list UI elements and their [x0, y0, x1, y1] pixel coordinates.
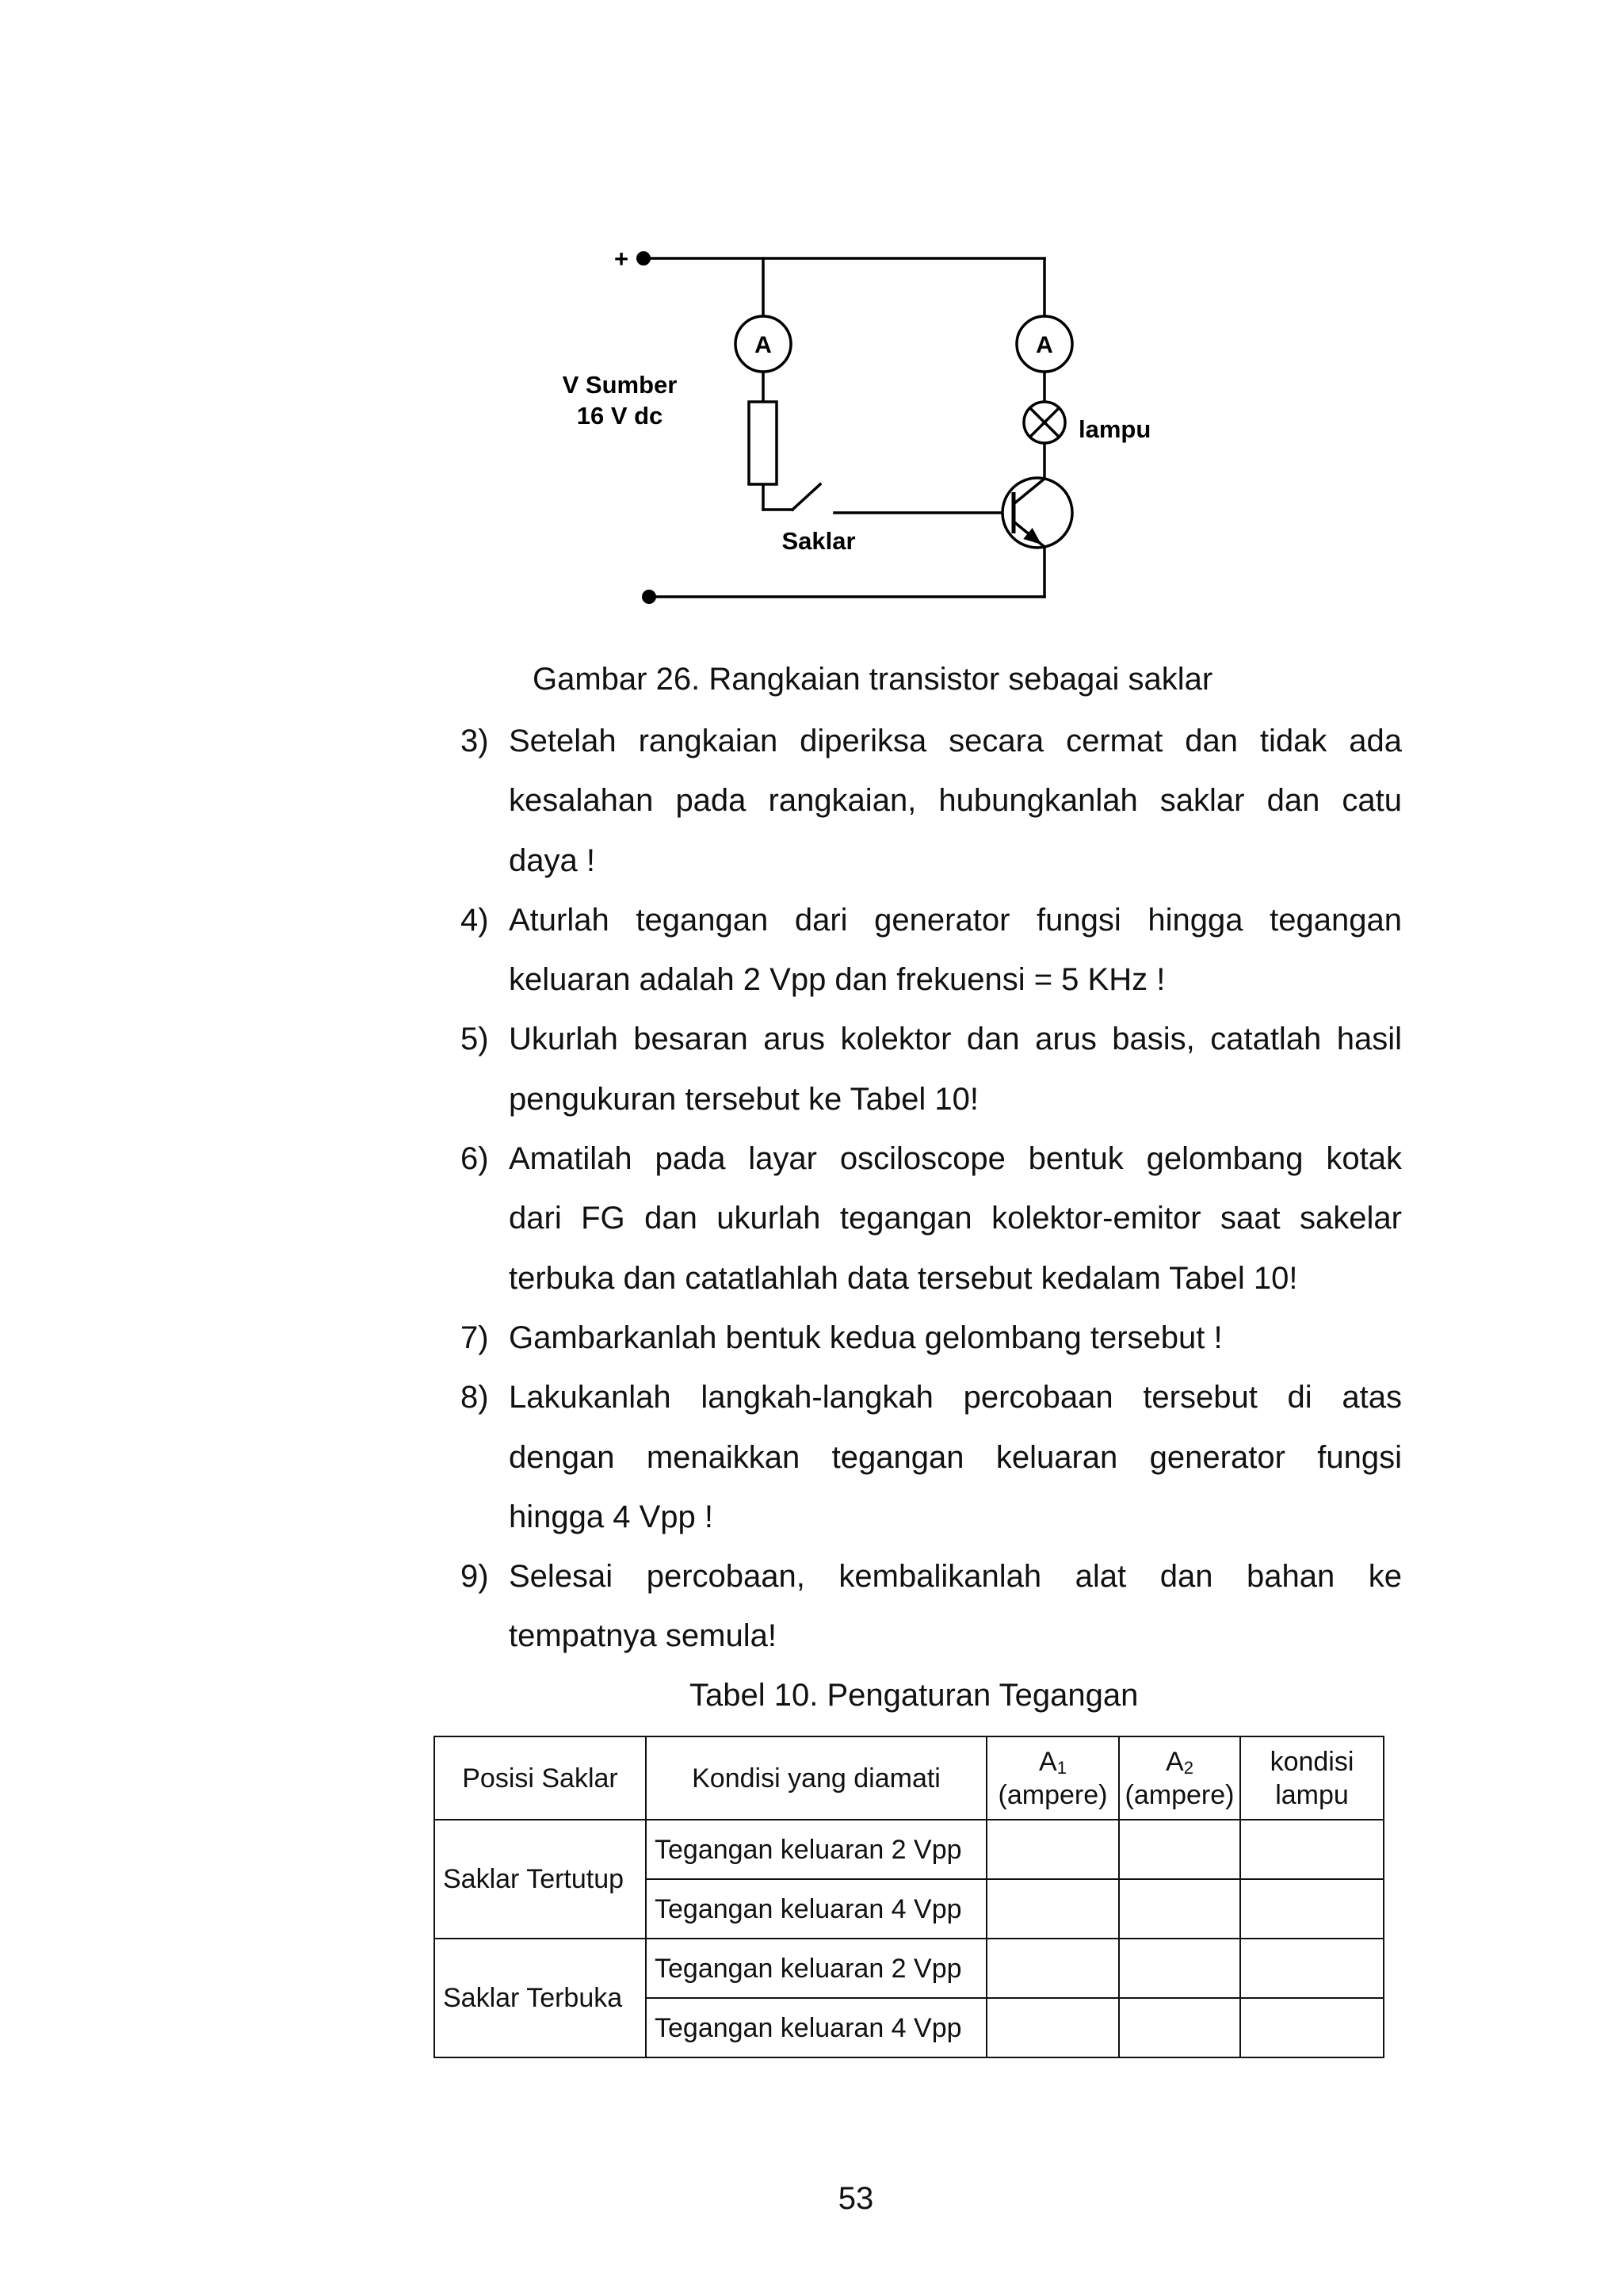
cell-position: Saklar Tertutup — [434, 1820, 646, 1939]
item-line: Lakukanlah langkah-langkah percobaan tersebut di atas — [509, 1380, 1402, 1415]
item-line: daya ! — [509, 842, 595, 878]
resistor — [749, 402, 777, 484]
cell-lamp — [1240, 1939, 1384, 1998]
header-a1-sub: 1 — [1056, 1757, 1067, 1778]
header-a1-unit: (ampere) — [998, 1779, 1108, 1810]
item-line: Selesai percobaan, kembalikanlah alat dan bahan ke — [509, 1559, 1402, 1595]
cell-lamp — [1240, 1998, 1384, 2057]
lamp-icon — [1024, 402, 1065, 443]
cell-lamp — [1240, 1879, 1384, 1939]
list-item — [460, 891, 1402, 1010]
item-line: dari FG dan ukurlah tegangan kolektor-emitor saat sakelar — [509, 1201, 1402, 1236]
cell-a2 — [1119, 1879, 1240, 1939]
negative-terminal — [642, 590, 656, 604]
list-item — [460, 1129, 1402, 1308]
switch-blade — [792, 484, 820, 510]
item-number: 6) — [460, 1141, 489, 1177]
item-line: Setelah rangkaian diperiksa secara cermat dan tidak ada — [509, 724, 1402, 758]
item-line: hingga 4 Vpp ! — [509, 1499, 713, 1534]
list-item — [460, 1368, 1402, 1547]
header-a1-symbol: A — [1039, 1746, 1057, 1777]
header-condition: Kondisi yang diamati — [646, 1736, 987, 1820]
cell-a2 — [1119, 1998, 1240, 2057]
header-a2 — [1119, 1736, 1240, 1820]
header-a2-unit: (ampere) — [1125, 1779, 1235, 1810]
header-position: Posisi Saklar — [434, 1736, 646, 1820]
item-number: 7) — [460, 1320, 489, 1355]
cell-a2 — [1119, 1939, 1240, 1998]
positive-terminal — [636, 251, 651, 266]
list-item — [460, 1547, 1402, 1667]
cell-a1 — [987, 1820, 1119, 1879]
item-line: keluaran adalah 2 Vpp dan frekuensi = 5 KHz ! — [509, 962, 1166, 998]
item-line: dengan menaikkan tegangan keluaran generator fungsi — [509, 1439, 1402, 1475]
circuit-diagram — [0, 0, 1623, 634]
item-line: terbuka dan catatlahlah data tersebut kedalam Tabel 10! — [509, 1260, 1298, 1296]
item-line: pengukuran tersebut ke Tabel 10! — [509, 1081, 980, 1117]
figure-caption: Gambar 26. Rangkaian transistor sebagai saklar — [533, 662, 1213, 697]
list-item — [460, 712, 1402, 891]
item-number: 4) — [460, 902, 489, 938]
cell-position: Saklar Terbuka — [434, 1939, 646, 2057]
item-number: 3) — [460, 724, 489, 758]
item-line: Amatilah pada layar osciloscope bentuk gelombang kotak — [509, 1141, 1402, 1177]
header-a1 — [987, 1736, 1119, 1820]
transistor-icon — [1002, 478, 1072, 548]
item-number: 5) — [460, 1022, 489, 1057]
cell-a1 — [987, 1879, 1119, 1939]
cell-condition: Tegangan keluaran 2 Vpp — [646, 1820, 987, 1879]
header-a2-symbol: A — [1166, 1746, 1184, 1777]
plus-label: + — [613, 245, 629, 273]
item-line: Gambarkanlah bentuk kedua gelombang tersebut ! — [509, 1320, 1223, 1355]
cell-condition: Tegangan keluaran 4 Vpp — [646, 1998, 987, 2057]
table-header-row — [434, 1736, 1384, 1820]
cell-condition: Tegangan keluaran 2 Vpp — [646, 1939, 987, 1998]
item-line: kesalahan pada rangkaian, hubungkanlah saklar dan catu — [509, 783, 1402, 819]
ammeter-2-label: A — [1036, 332, 1053, 358]
source-label-line2: 16 V dc — [576, 402, 663, 430]
table-row — [434, 1939, 1384, 1998]
cell-lamp — [1240, 1820, 1384, 1879]
item-line: Ukurlah besaran arus kolektor dan arus basis, catatlah hasil — [509, 1022, 1402, 1057]
ammeter-1-label: A — [754, 332, 772, 358]
source-label-line1: V Sumber — [562, 371, 678, 399]
header-a2-sub: 2 — [1183, 1757, 1193, 1778]
cell-a2 — [1119, 1820, 1240, 1879]
item-number: 8) — [460, 1380, 489, 1415]
cell-condition: Tegangan keluaran 4 Vpp — [646, 1879, 987, 1939]
measurement-table — [433, 1736, 1384, 2058]
table-caption: Tabel 10. Pengaturan Tegangan — [689, 1678, 1139, 1713]
lamp-label: lampu — [1079, 415, 1151, 443]
table-row — [434, 1820, 1384, 1879]
cell-a1 — [987, 1998, 1119, 2057]
item-number: 9) — [460, 1559, 489, 1595]
switch-label: Saklar — [781, 527, 856, 555]
steps-list — [460, 712, 1402, 1667]
list-item — [460, 1308, 1402, 1368]
item-line: Aturlah tegangan dari generator fungsi hingga tegangan — [509, 902, 1402, 938]
item-line: tempatnya semula! — [509, 1618, 777, 1654]
list-item — [460, 1010, 1402, 1129]
page-number: 53 — [838, 2181, 874, 2216]
header-lamp: kondisi lampu — [1240, 1736, 1384, 1820]
cell-a1 — [987, 1939, 1119, 1998]
